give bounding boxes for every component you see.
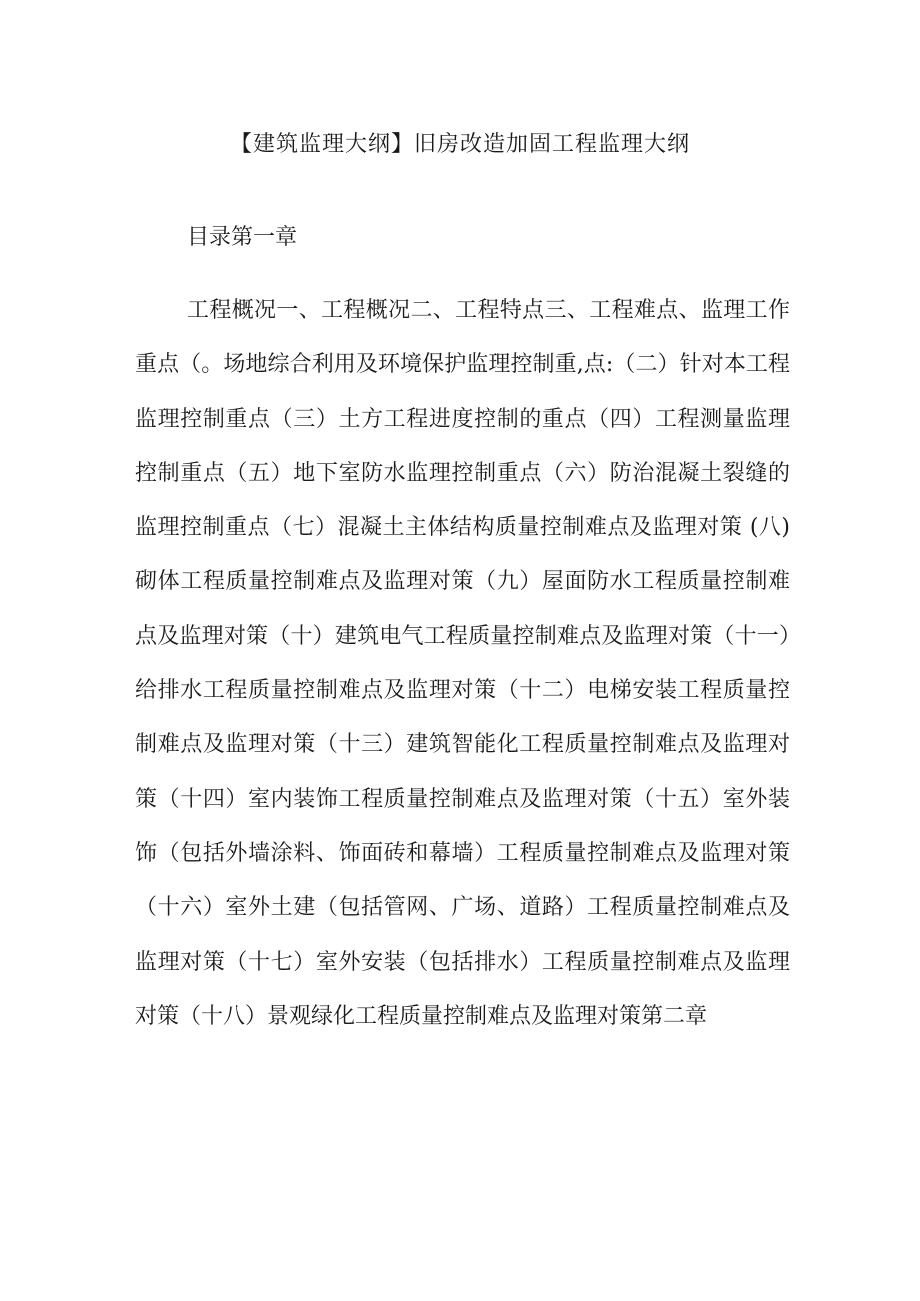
toc-heading: 目录第一章 [187,225,298,250]
body-paragraph: 工程概况一、工程概况二、工程特点三、工程难点、监理工作重点（。场地综合利用及环境保护监理控制重,点:（二）针对本工程监理控制重点（三）土方工程进度控制的重点（四）工程测量监理控制重点（五）地下室防水监理控制重点（六）防治混凝土裂缝的监理控制重点（七）混凝土主体结构质量控制难点及监理对策 (八) 砌体工程质量控制难点及监理对策（九）屋面防水工程质量控制难点及监理对策（十）建筑电气工程质量控制难点及监理对策（十一）给排水工程质量控制难点及监理对策（十二）电梯安装工程质量控制难点及监理对策（十三）建筑智能化工程质量控制难点及监理对策（十四）室内装饰工程质量控制难点及监理对策（十五）室外装饰（包括外墙涂料、饰面砖和幕墙）工程质量控制难点及监理对策（十六）室外土建（包括管网、广场、道路）工程质量控制难点及监理对策（十七）室外安装（包括排水）工程质量控制难点及监理对策（十八）景观绿化工程质量控制难点及监理对策第二章 [135,298,790,1029]
document-title: 【建筑监理大纲】旧房改造加固工程监理大纲 [229,132,690,157]
